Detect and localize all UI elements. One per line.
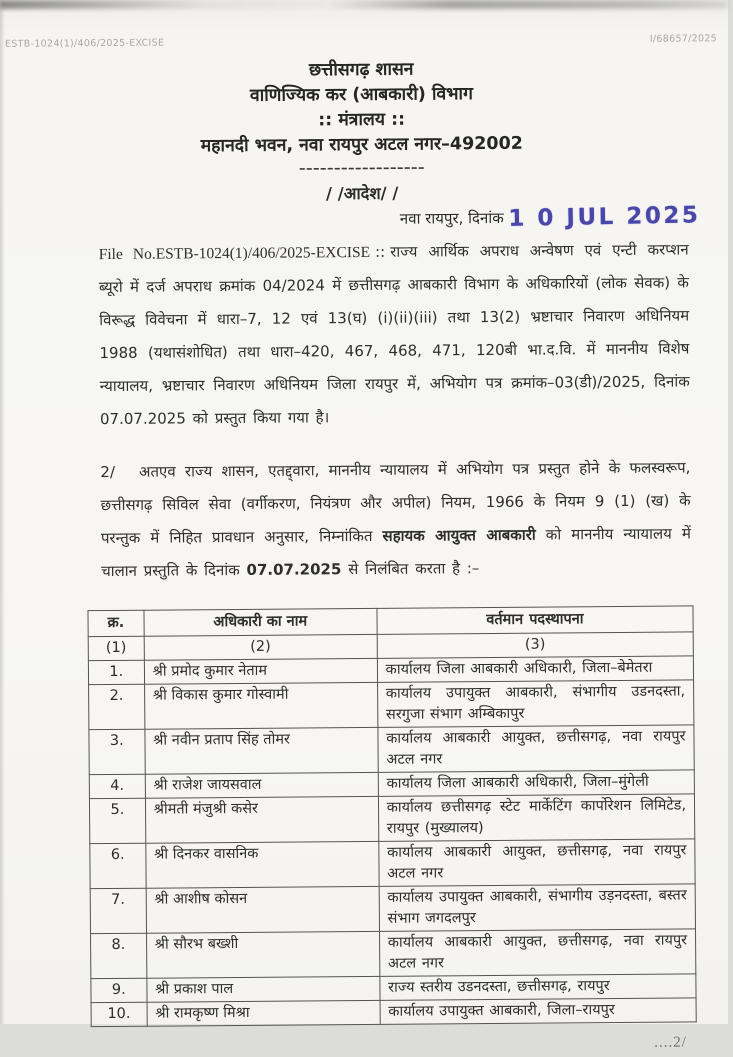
order-title: / /आदेश/ / xyxy=(325,183,399,204)
opening-paragraph xyxy=(99,233,691,436)
suspension-text-1: अतएव राज्य शासन, एतद्द्वारा, माननीय न्यायालय में अभियोग पत्र प्रस्तुत होने के फलस्वरूप, छत्तीसगढ़ सिविल सेवा (वर्गीकरण, नियंत्रण और अपील) नियम, 1966 के नियम 9 (1) (ख) के परन्तुक में निहित प्रावधान अनुसार, निम्नांकित xyxy=(100,458,691,548)
header-serial: क्र. xyxy=(88,610,144,636)
table-row xyxy=(91,998,696,1027)
file-ref-right: I/68657/2025 xyxy=(649,33,718,45)
cell-officer-name: श्रीमती मंजुश्री कसेर xyxy=(145,796,378,843)
officers-table xyxy=(87,605,696,1027)
cell-posting: राज्य स्तरीय उडनदस्ता, छत्तीसगढ़, रायपुर xyxy=(380,974,696,1000)
cell-officer-name: श्री नवीन प्रताप सिंह तोमर xyxy=(145,727,378,774)
government-name: छत्तीसगढ़ शासन xyxy=(308,59,414,81)
subheader-2: (2) xyxy=(144,634,377,660)
cell-officer-name: श्री प्रकाश पाल xyxy=(147,976,380,1002)
suspension-paragraph xyxy=(100,451,691,588)
subheader-3: (3) xyxy=(377,632,693,658)
place-date-label: नवा रायपुर, दिनांक xyxy=(399,208,504,228)
table-row xyxy=(89,680,694,730)
divider-line: –––––––––––––––––– xyxy=(298,160,426,177)
cell-posting: कार्यालय आबकारी आयुक्त, छत्तीसगढ़, नवा रायपुर अटल नगर xyxy=(379,839,696,886)
subheader-1: (1) xyxy=(88,636,144,660)
table-row xyxy=(91,929,696,979)
cell-officer-name: श्री प्रमोद कुमार नेताम xyxy=(144,658,377,684)
cell-serial: 10. xyxy=(91,1002,147,1026)
cell-serial: 9. xyxy=(91,978,147,1002)
cell-serial: 6. xyxy=(90,843,146,888)
table-row xyxy=(89,794,694,844)
cell-serial: 8. xyxy=(91,933,147,978)
address-line: महानदी भवन, नवा रायपुर अटल नगर–492002 xyxy=(200,133,523,157)
suspension-text-3: से निलंबित करता है :– xyxy=(341,559,480,579)
cell-posting: कार्यालय आबकारी आयुक्त, छत्तीसगढ़, नवा रायपुर अटल नगर xyxy=(378,725,695,772)
cell-officer-name: श्री विकास कुमार गोस्वामी xyxy=(144,682,377,729)
file-number-separator: :: xyxy=(374,242,386,261)
cell-officer-name: श्री राजेश जायसवाल xyxy=(145,772,378,798)
cell-serial: 3. xyxy=(89,729,145,774)
cell-officer-name: श्री दिनकर वासनिक xyxy=(145,841,378,888)
header-current-posting: वर्तमान पदस्थापना xyxy=(377,606,693,634)
table-row xyxy=(90,884,695,934)
file-number: File No.ESTB-1024(1)/406/2025-EXCISE xyxy=(98,243,371,264)
cell-posting: कार्यालय उपायुक्त आबकारी, संभागीय उडनदस्ता, सरगुजा संभाग अम्बिकापुर xyxy=(377,680,694,727)
file-ref-left: ESTB-1024(1)/406/2025-EXCISE xyxy=(4,37,165,50)
table-row xyxy=(89,725,694,775)
paragraph-number: 2/ xyxy=(100,462,116,482)
ministry-label: :: मंत्रालय :: xyxy=(318,109,406,131)
cell-serial: 1. xyxy=(88,660,144,684)
cell-officer-name: श्री सौरभ बख्शी xyxy=(146,931,379,978)
cell-posting: कार्यालय उपायुक्त आबकारी, संभागीय उड़नदस्ता, बस्तर संभाग जगदलपुर xyxy=(379,884,696,931)
page-continuation-marker: ....2/ xyxy=(654,1034,687,1051)
place-date-row xyxy=(0,201,726,233)
opening-paragraph-text: राज्य आर्थिक अपराध अन्वेषण एवं एन्टी करप्शन ब्यूरो में दर्ज अपराध क्रमांक 04/2024 में छत्तीसगढ़ आबकारी विभाग के अधिकारियों (लोक सेवक) के विरूद्ध विवेचना में धारा–7, 12 एवं 13(घ) (i)(ii)(iii) तथा 13(2) भ्रष्टाचार निवारण अधिनियम 1988 (यथासंशोधित) तथा धारा–420, 467, 468, 471, 120बी भा.द.वि. में माननीय विशेष न्यायालय, भ्रष्टाचार निवारण अधिनियम जिला रायपुर में, अभियोग पत्र क्रमांक–03(डी)/2025, दिनांक 07.07.2025 को प्रस्तुत किया गया है। xyxy=(98,240,690,429)
cell-serial: 7. xyxy=(90,888,146,933)
cell-serial: 5. xyxy=(89,798,145,843)
header-officer-name: अधिकारी का नाम xyxy=(144,608,377,636)
cell-posting: कार्यालय जिला आबकारी अधिकारी, जिला–मुंगेली xyxy=(378,770,694,796)
department-name: वाणिज्यिक कर (आबकारी) विभाग xyxy=(249,84,473,106)
cell-posting: कार्यालय जिला आबकारी अधिकारी, जिला–बेमेतरा xyxy=(377,656,693,682)
cell-officer-name: श्री आशीष कोसन xyxy=(146,886,379,933)
designation-bold: सहायक आयुक्त आबकारी xyxy=(382,525,536,545)
date-stamp: 1 0 JUL 2025 xyxy=(508,202,701,232)
suspension-text-2: को माननीय न्यायालय में चालान प्रस्तुति के दिनांक xyxy=(101,524,691,581)
table-row xyxy=(90,839,695,889)
cell-posting: कार्यालय उपायुक्त आबकारी, जिला–रायपुर xyxy=(380,998,696,1024)
cell-serial: 2. xyxy=(89,684,145,729)
letterhead xyxy=(0,55,726,179)
header-reference-row xyxy=(0,0,725,50)
cell-posting: कार्यालय आबकारी आयुक्त, छत्तीसगढ़, नवा रायपुर अटल नगर xyxy=(379,929,696,976)
cell-posting: कार्यालय छत्तीसगढ़ स्टेट मार्केटिंग कार्पोरेशन लिमिटेड, रायपुर (मुख्यालय) xyxy=(378,794,695,841)
cell-serial: 4. xyxy=(89,774,145,798)
cell-officer-name: श्री रामकृष्ण मिश्रा xyxy=(147,1000,380,1026)
suspension-date-bold: 07.07.2025 xyxy=(246,560,342,579)
